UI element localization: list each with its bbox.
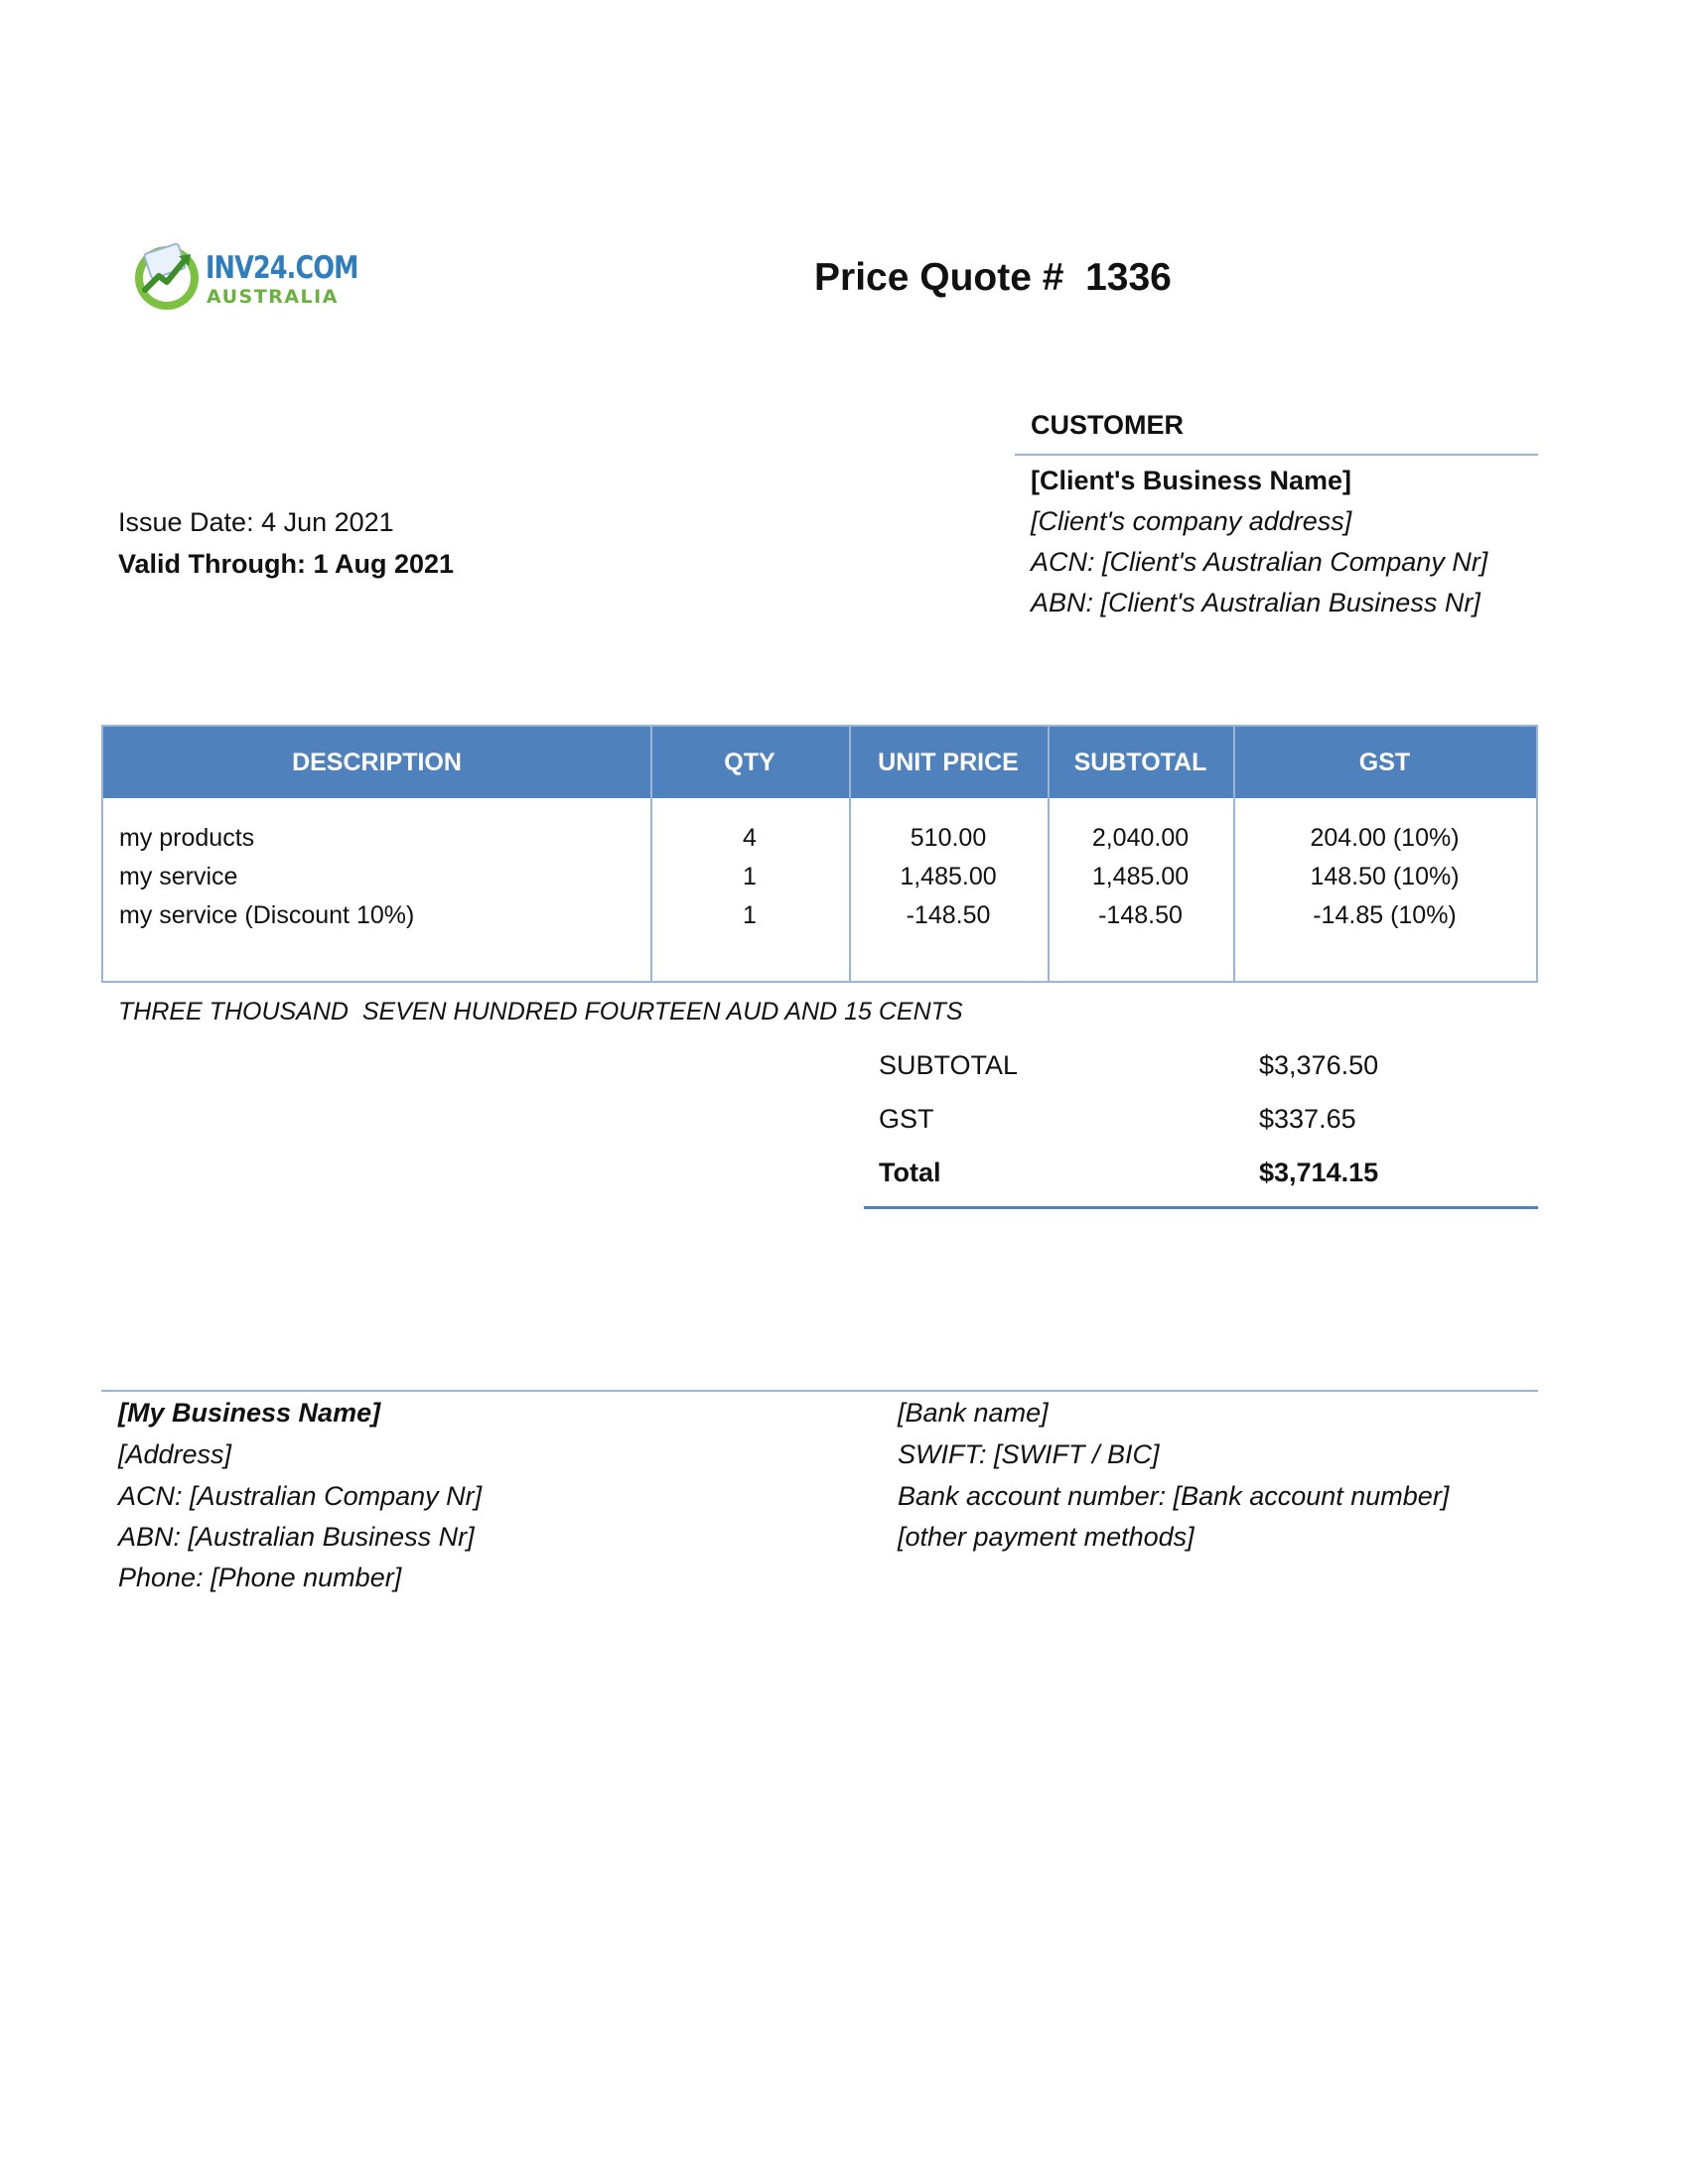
gst-value: $337.65 [1259, 1104, 1356, 1134]
amount-in-words: THREE THOUSAND SEVEN HUNDRED FOURTEEN AUD AND 15 CENTS [118, 998, 963, 1025]
subtotal-label: SUBTOTAL [879, 1050, 1019, 1080]
item-qty: 4 [743, 824, 757, 852]
column-header-gst: GST [1358, 749, 1411, 776]
total-label: Total [879, 1158, 941, 1187]
item-description: my products [119, 824, 255, 852]
logo-sub-text: AUSTRALIA [207, 286, 339, 308]
column-header-description: DESCRIPTION [292, 749, 462, 776]
customer-name: [Client's Business Name] [1031, 466, 1352, 495]
column-divider [849, 727, 851, 981]
seller-name: [My Business Name] [118, 1398, 381, 1428]
column-divider [650, 727, 652, 981]
item-unit-price: 1,485.00 [900, 863, 997, 890]
column-divider [1048, 727, 1050, 981]
document-title: Price Quote # 1336 [814, 256, 1172, 299]
item-subtotal: -148.50 [1098, 901, 1183, 929]
item-qty: 1 [743, 863, 757, 890]
item-unit-price: -148.50 [906, 901, 991, 929]
issue-date: Issue Date: 4 Jun 2021 [118, 507, 394, 537]
item-unit-price: 510.00 [910, 824, 987, 852]
items-table-header [103, 727, 1536, 798]
item-description: my service [119, 863, 238, 890]
column-header-qty: QTY [724, 749, 775, 776]
gst-label: GST [879, 1104, 934, 1134]
column-header-unit-price: UNIT PRICE [878, 749, 1019, 776]
total-value: $3,714.15 [1259, 1158, 1379, 1187]
other-payment-methods: [other payment methods] [898, 1522, 1195, 1552]
customer-divider [1015, 454, 1538, 456]
seller-phone: Phone: [Phone number] [118, 1563, 402, 1592]
valid-through-date: Valid Through: 1 Aug 2021 [118, 549, 455, 579]
column-divider [1233, 727, 1235, 981]
subtotal-value: $3,376.50 [1259, 1050, 1379, 1080]
item-subtotal: 1,485.00 [1091, 863, 1190, 890]
item-gst: -14.85 (10%) [1313, 901, 1457, 929]
logo-main-text: INV24.COM [206, 250, 358, 286]
bank-account-number: Bank account number: [Bank account number] [898, 1481, 1450, 1511]
seller-acn: ACN: [Australian Company Nr] [118, 1481, 483, 1511]
customer-heading: CUSTOMER [1031, 410, 1185, 440]
seller-address: [Address] [118, 1439, 232, 1469]
bank-name: [Bank name] [898, 1398, 1049, 1428]
item-gst: 148.50 (10%) [1310, 863, 1460, 890]
logo-emblem-icon [129, 238, 205, 314]
item-gst: 204.00 (10%) [1310, 824, 1460, 852]
column-header-subtotal: SUBTOTAL [1073, 749, 1207, 776]
customer-address: [Client's company address] [1031, 506, 1352, 536]
bank-swift: SWIFT: [SWIFT / BIC] [898, 1439, 1160, 1469]
footer-divider [101, 1390, 1538, 1392]
item-subtotal: 2,040.00 [1091, 824, 1190, 852]
seller-abn: ABN: [Australian Business Nr] [118, 1522, 475, 1552]
items-table [101, 725, 1538, 983]
item-qty: 1 [743, 901, 757, 929]
total-underline [864, 1206, 1538, 1209]
customer-abn: ABN: [Client's Australian Business Nr] [1031, 588, 1480, 617]
company-logo [129, 238, 357, 318]
customer-acn: ACN: [Client's Australian Company Nr] [1031, 547, 1488, 577]
item-description: my service (Discount 10%) [119, 901, 415, 929]
